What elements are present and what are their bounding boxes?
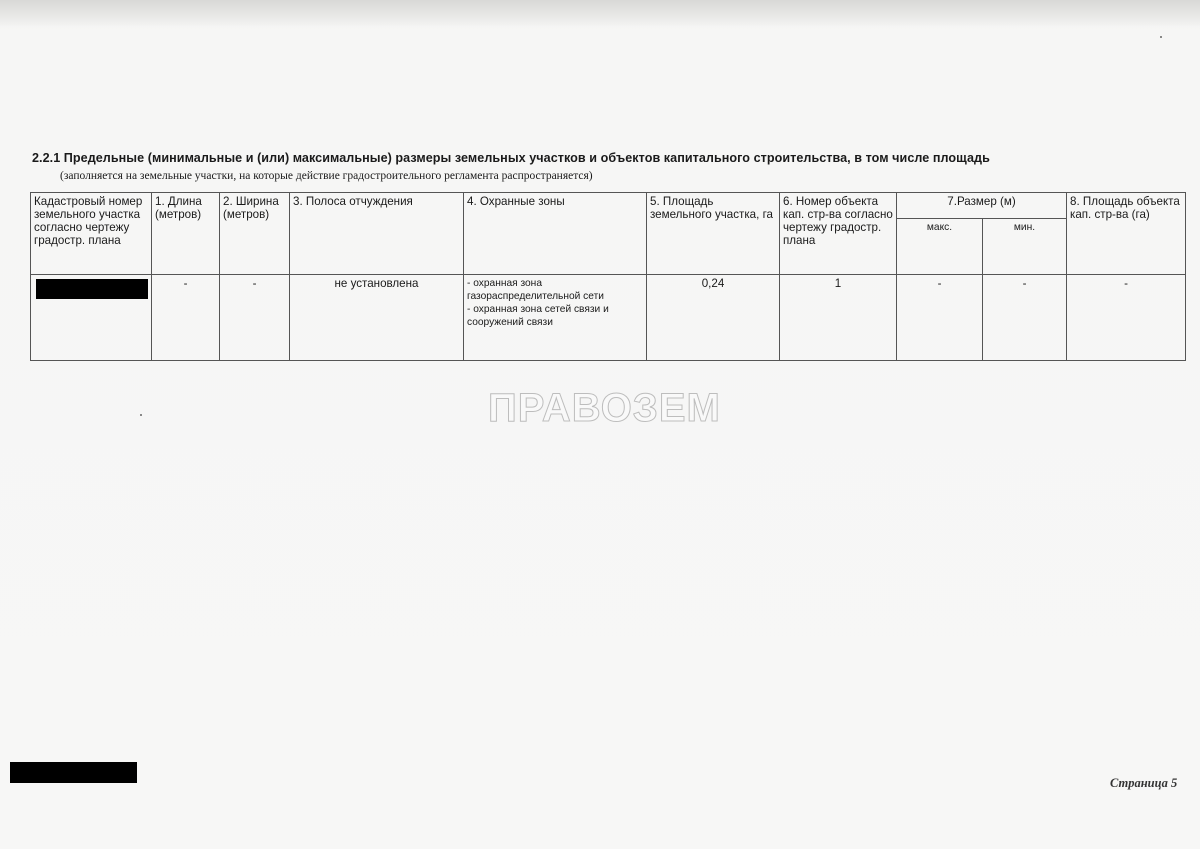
header-width: 2. Ширина (метров)	[220, 193, 290, 275]
cell-object-number: 1	[780, 275, 897, 361]
header-size-max: макс.	[897, 219, 983, 275]
header-object-area: 8. Площадь объекта кап. стр-ва (га)	[1067, 193, 1186, 275]
header-length: 1. Длина (метров)	[152, 193, 220, 275]
redaction-block	[10, 762, 137, 783]
cell-cadastral	[31, 275, 152, 361]
header-strip: 3. Полоса отчуждения	[290, 193, 464, 275]
header-cadastral: Кадастровый номер земельного участка согласно чертежу градостр. плана	[31, 193, 152, 275]
scan-speck	[140, 414, 142, 416]
cell-width: -	[220, 275, 290, 361]
cell-area: 0,24	[647, 275, 780, 361]
cell-length: -	[152, 275, 220, 361]
header-zones: 4. Охранные зоны	[464, 193, 647, 275]
section-subheading: (заполняется на земельные участки, на которые действие градостроительного регламента распространяется)	[60, 170, 593, 182]
header-object-number: 6. Номер объекта кап. стр-ва согласно чертежу градостр. плана	[780, 193, 897, 275]
cell-size-max: -	[897, 275, 983, 361]
cell-strip: не установлена	[290, 275, 464, 361]
section-heading: 2.2.1 Предельные (минимальные и (или) максимальные) размеры земельных участков и объектов капитального строительства, в том числе площадь	[32, 151, 990, 165]
table-header-row	[31, 193, 1186, 219]
cell-zones	[464, 275, 647, 361]
page-number: Страница 5	[1110, 776, 1178, 790]
table-row	[31, 275, 1186, 361]
scan-top-edge	[0, 0, 1200, 26]
scan-speck	[1160, 36, 1162, 38]
redaction-block	[36, 279, 148, 299]
zone-item: - охранная зона сетей связи и сооружений связи	[467, 304, 609, 328]
cell-size-min: -	[983, 275, 1067, 361]
cell-object-area: -	[1067, 275, 1186, 361]
zone-item: - охранная зона газораспределительной сети	[467, 278, 604, 302]
watermark: ПРАВОЗЕМ	[488, 386, 721, 430]
header-size-group: 7.Размер (м)	[897, 193, 1067, 219]
header-size-min: мин.	[983, 219, 1067, 275]
header-area: 5. Площадь земельного участка, га	[647, 193, 780, 275]
land-plot-table	[30, 192, 1186, 361]
